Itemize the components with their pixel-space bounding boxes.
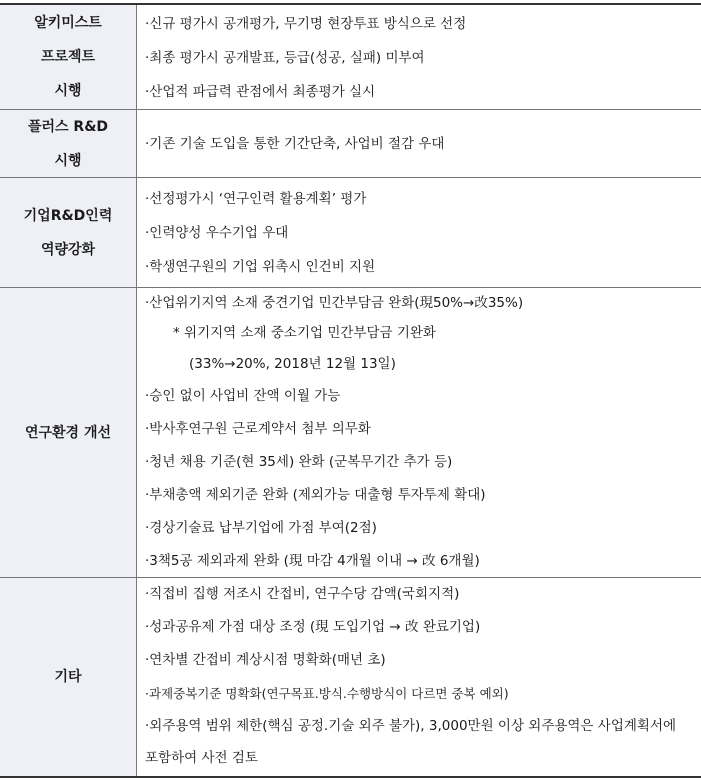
table-row <box>0 288 701 578</box>
row-items <box>137 5 701 109</box>
row-items <box>137 578 701 776</box>
list-item: ·부채총액 제외기준 완화 (제외가능 대출형 투자투제 확대) <box>145 487 486 503</box>
list-item-note: * 위기지역 소재 중소기업 민간부담금 기완화 <box>173 325 436 341</box>
table-row <box>0 110 701 178</box>
list-item: ·학생연구원의 기업 위촉시 인건비 지원 <box>145 259 376 275</box>
list-item: ·성과공유제 가점 대상 조정 (現 도입기업 → 改 완료기업) <box>145 619 481 635</box>
row-items <box>137 110 701 177</box>
list-item: ·3책5공 제외과제 완화 (現 마감 4개월 이내 → 改 6개월) <box>145 553 480 569</box>
list-item: ·인력양성 우수기업 우대 <box>145 225 289 241</box>
list-item: ·직접비 집행 저조시 간접비, 연구수당 감액(국회지적) <box>145 586 460 602</box>
table-row <box>0 578 701 776</box>
list-item: ·산업위기지역 소재 중견기업 민간부담금 완화(現50%→改35%) <box>145 295 524 311</box>
list-item: ·신규 평가시 공개평가, 무기명 현장투표 방식으로 선정 <box>145 16 467 32</box>
row-items <box>137 178 701 287</box>
row-items <box>137 288 701 577</box>
row-category: 플러스 R&D 시행 <box>0 110 137 177</box>
list-item-note: (33%→20%, 2018년 12월 13일) <box>189 356 396 372</box>
list-item: ·연차별 간접비 계상시점 명확화(매년 초) <box>145 652 386 668</box>
list-item: ·산업적 파급력 관점에서 최종평가 실시 <box>145 84 376 100</box>
list-item: ·과제중복기준 명확화(연구목표.방식.수행방식이 다르면 중복 예외) <box>145 686 509 701</box>
row-category: 연구환경 개선 <box>0 288 137 577</box>
list-item: ·승인 없이 사업비 잔액 이월 가능 <box>145 388 341 404</box>
list-item: ·청년 채용 기준(현 35세) 완화 (군복무기간 추가 등) <box>145 454 453 470</box>
list-item: ·기존 기술 도입을 통한 기간단축, 사업비 절감 우대 <box>145 135 445 152</box>
list-item: ·선정평가시 ‘연구인력 활용계획’ 평가 <box>145 191 367 207</box>
list-item: ·경상기술료 납부기업에 가점 부여(2점) <box>145 520 377 536</box>
list-item: ·박사후연구원 근로계약서 첨부 의무화 <box>145 421 371 437</box>
table-row <box>0 5 701 110</box>
policy-table <box>0 3 701 778</box>
list-item: ·최종 평가시 공개발표, 등급(성공, 실패) 미부여 <box>145 50 425 66</box>
row-category: 기타 <box>0 578 137 776</box>
table-row <box>0 178 701 288</box>
list-item: ·외주용역 범위 제한(핵심 공정.기술 외주 불가), 3,000만원 이상 외주용역은 사업계획서에 포함하여 사전 검토 <box>145 718 677 766</box>
row-category: 기업R&D인력 역량강화 <box>0 178 137 287</box>
row-category: 알키미스트 프로젝트 시행 <box>0 5 137 109</box>
